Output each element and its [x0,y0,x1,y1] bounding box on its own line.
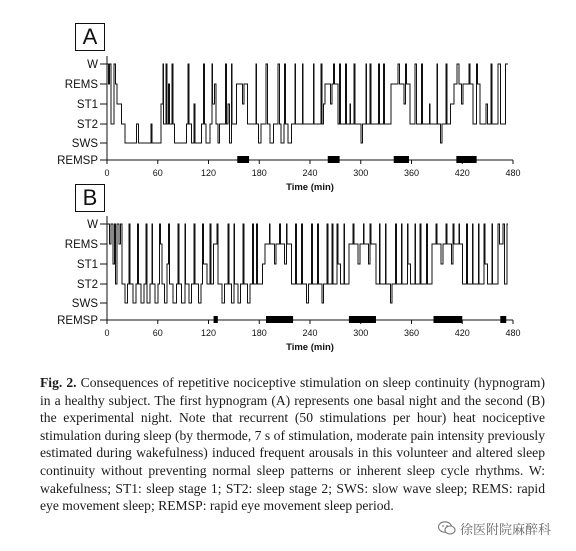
watermark [438,518,551,538]
panel-label-b: B [75,184,105,212]
x-tick-label: 420 [454,328,470,338]
x-tick-label: 180 [251,168,267,178]
x-axis-label: Time (min) [286,182,334,193]
stage-label-st2: ST2 [76,279,98,291]
figure-caption [40,374,545,515]
stage-label-w: W [87,219,98,231]
remsp-bar [433,316,462,323]
caption-text: Consequences of repetitive nociceptive stimulation on sleep continuity (hypnogram) in a healthy subject. The first hypnogram (A) represents one basal night and the second (B) the experimental night. Note that recurrent (50 stimulations per hour) heat nociceptive stimulation during sleep (by thermode, 7 s of stimulation, moderate pain intensity previously estimated during wakefulness) induced frequent arousals in this volunteer and altered sleep continuity without preventing normal sleep patterns or inherent sleep cycle rhythms. W: wakefulness; ST1: sleep stage 1; ST2: sleep stage 2; SWS: slow wave sleep; REMS: rapid eye movement sleep; REMSP: rapid eye movement sleep period. [40,375,545,514]
x-tick-label: 0 [104,168,110,178]
x-tick-label: 60 [152,168,163,178]
x-tick-label: 480 [505,168,521,178]
x-tick-label: 300 [353,328,369,338]
remsp-bar [394,156,409,163]
stage-label-w: W [87,59,98,71]
x-tick-label: 120 [200,168,217,178]
remsp-bar [237,156,249,163]
stage-label-st2: ST2 [76,119,98,131]
x-tick-label: 60 [152,328,163,338]
x-tick-label: 180 [251,328,267,338]
x-tick-label: 300 [353,168,369,178]
x-tick-label: 0 [104,328,110,338]
stage-label-st1: ST1 [76,99,98,111]
stage-label-remsp: REMSP [57,315,98,327]
hypnogram-line [107,64,508,143]
stage-label-st1: ST1 [76,259,98,271]
panel-label-a: A [75,23,105,51]
stage-label-rems: REMS [64,79,98,91]
x-tick-label: 480 [505,328,521,338]
remsp-bar [266,316,293,323]
watermark-text: 徐医附院麻醉科 [460,522,552,538]
remsp-bar [456,156,476,163]
x-tick-label: 360 [403,168,420,178]
remsp-bar [328,156,340,163]
stage-label-rems: REMS [64,239,98,251]
hypnogram-chart-b [0,212,576,362]
x-axis-label: Time (min) [286,342,334,353]
x-tick-label: 120 [200,328,217,338]
remsp-bar [214,316,218,323]
x-tick-label: 420 [454,168,470,178]
wechat-icon [438,521,456,535]
x-tick-label: 240 [302,328,318,338]
stage-label-sws: SWS [71,298,98,310]
stage-label-remsp: REMSP [57,155,98,167]
x-tick-label: 360 [403,328,420,338]
x-tick-label: 240 [302,168,318,178]
hypnogram-chart-a [0,52,576,202]
caption-label: Fig. 2. [40,375,77,390]
hypnogram-line [107,224,508,303]
remsp-bar [349,316,376,323]
stage-label-sws: SWS [71,138,98,150]
remsp-bar [500,316,506,323]
